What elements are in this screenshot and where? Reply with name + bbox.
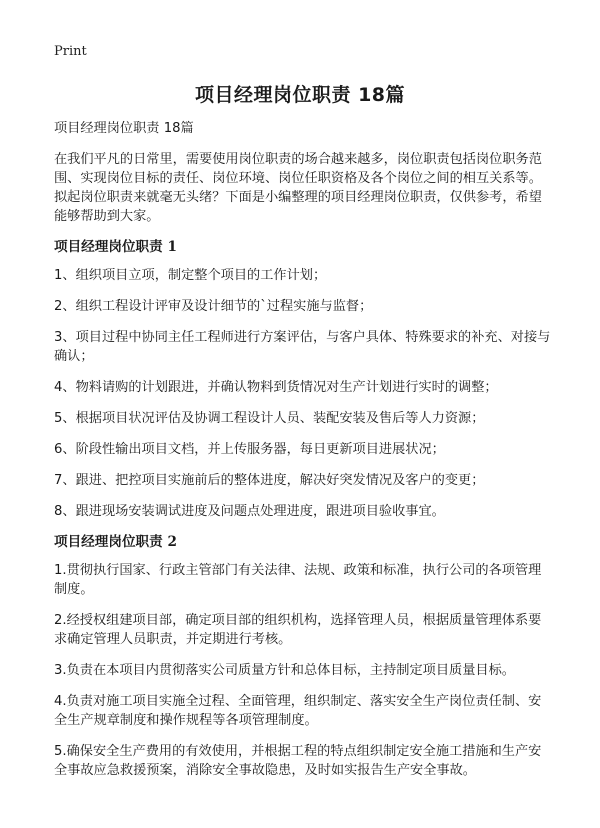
document-subtitle: 项目经理岗位职责 18篇 — [54, 121, 194, 136]
list-item: 6、阶段性输出项目文档，并上传服务器，每日更新项目进展状况； — [54, 442, 445, 457]
list-item: 7、跟进、把控项目实施前后的整体进度，解决好突发情况及客户的变更； — [54, 473, 485, 488]
list-item: 2.经授权组建项目部，确定项目部的组织机构，选择管理人员，根据质量管理体系要求确定管理人员职责，并定期进行考核。 — [54, 613, 542, 647]
list-item: 1.贯彻执行国家、行政主管部门有关法律、法规、政策和标准，执行公司的各项管理制度。 — [54, 563, 542, 597]
print-label: Print — [54, 44, 87, 59]
section-heading: 项目经理岗位职责 1 — [54, 239, 177, 255]
document-body — [54, 119, 554, 792]
list-item: 3、项目过程中协同主任工程师进行方案评估，与客户具体、特殊要求的补充、对接与确认； — [54, 330, 551, 364]
intro-paragraph: 在我们平凡的日常里，需要使用岗位职责的场合越来越多，岗位职责包括岗位职务范围、实现岗位目标的责任、岗位环境、岗位任职资格及各个岗位之间的相互关系等。拟起岗位职责来就毫无头绪？下面是小编整理的项目经理岗位职责，仅供参考，希望能够帮助到大家。 — [54, 152, 542, 224]
list-item: 8、跟进现场安装调试进度及问题点处理进度，跟进项目验收事宜。 — [54, 504, 445, 519]
list-item: 4.负责对施工项目实施全过程、全面管理，组织制定、落实安全生产岗位责任制、安全生产规章制度和操作规程等各项管理制度。 — [54, 694, 542, 728]
list-item: 4、物料请购的计划跟进，并确认物料到货情况对生产计划进行实时的调整； — [54, 380, 498, 395]
document-title: 项目经理岗位职责 18篇 — [194, 84, 406, 106]
list-item: 1、组织项目立项，制定整个项目的工作计划； — [54, 268, 327, 283]
list-item: 2、组织工程设计评审及设计细节的`过程实施与监督； — [54, 299, 373, 314]
list-item: 3.负责在本项目内贯彻落实公司质量方针和总体目标，主持制定项目质量目标。 — [54, 663, 515, 678]
list-item: 5.确保安全生产费用的有效使用，并根据工程的特点组织制定安全施工措施和生产安全事故应急救援预案，消除安全事故隐患，及时如实报告生产安全事故。 — [54, 744, 542, 778]
list-item: 5、根据项目状况评估及协调工程设计人员、装配安装及售后等人力资源； — [54, 411, 485, 426]
section-1 — [54, 238, 554, 521]
section-heading: 项目经理岗位职责 2 — [54, 534, 177, 550]
section-2 — [54, 533, 554, 780]
